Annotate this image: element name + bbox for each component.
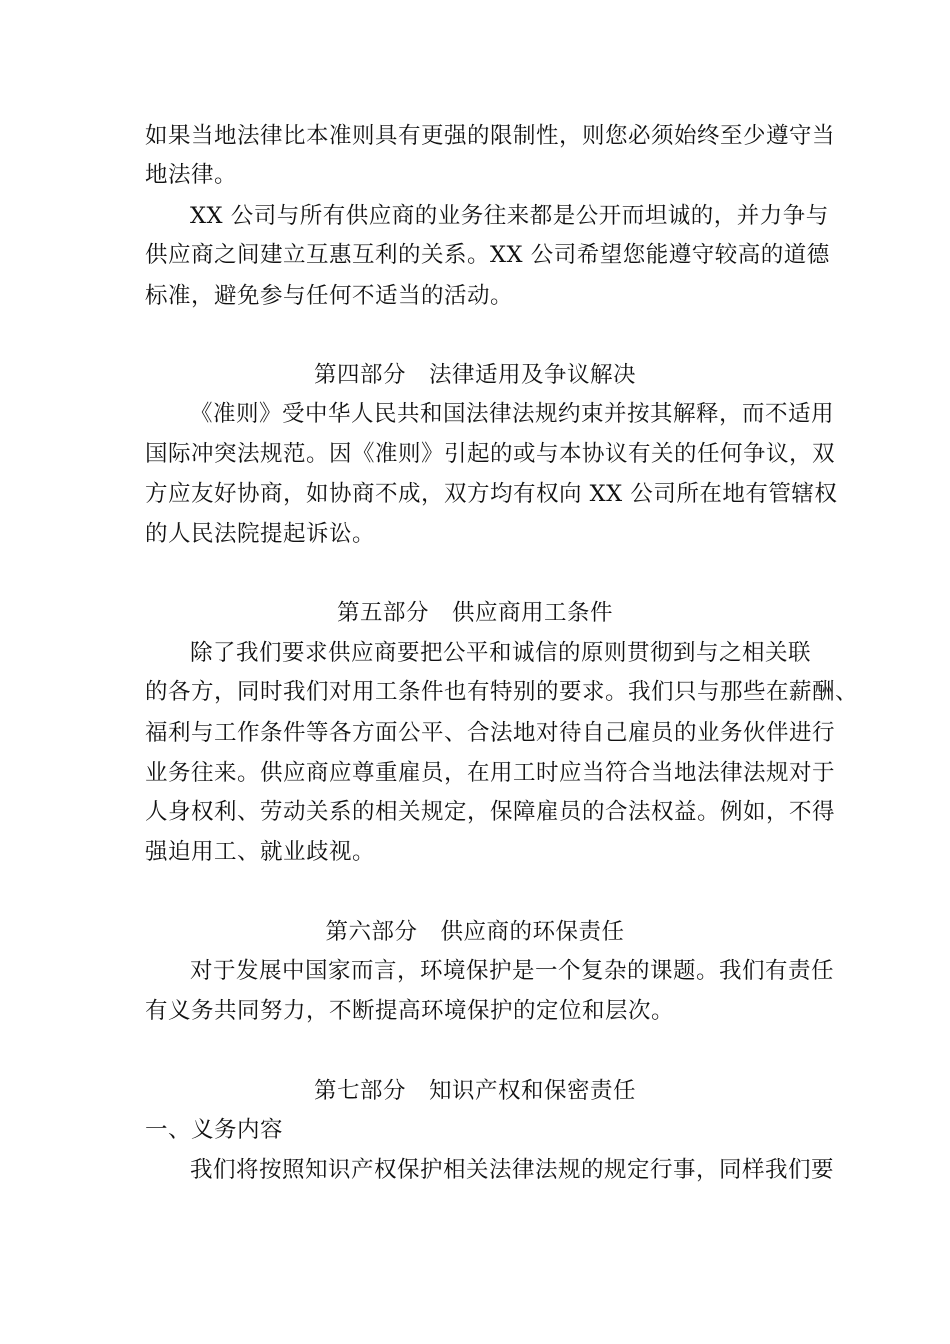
part7-subheading: 一、义务内容 [145,1117,284,1143]
part5-line-1: 除了我们要求供应商要把公平和诚信的原则贯彻到与之相关联 [190,640,812,666]
supplier-paragraph-line-3: 标准，避免参与任何不适当的活动。 [145,283,514,309]
part6-line-2: 有义务共同努力，不断提高环境保护的定位和层次。 [145,998,675,1024]
part4-line-2: 国际冲突法规范。因《准则》引起的或与本协议有关的任何争议，双 [145,441,836,467]
part6-line-1: 对于发展中国家而言，环境保护是一个复杂的课题。我们有责任 [190,958,835,984]
part5-line-3: 福利与工作条件等各方面公平、合法地对待自己雇员的业务伙伴进行 [145,720,836,746]
supplier-paragraph-line-2: 供应商之间建立互惠互利的关系。XX 公司希望您能遵守较高的道德 [145,242,830,268]
part5-line-5: 人身权利、劳动关系的相关规定，保障雇员的合法权益。例如，不得 [145,799,836,825]
part7-heading: 第七部分 知识产权和保密责任 [313,1078,636,1104]
part5-line-6: 强迫用工、就业歧视。 [145,839,376,865]
part4-heading: 第四部分 法律适用及争议解决 [313,362,636,388]
part4-line-4: 的人民法院提起诉讼。 [145,521,376,547]
part4-line-1: 《准则》受中华人民共和国法律法规约束并按其解释，而不适用 [190,401,835,427]
supplier-paragraph-line-1: XX 公司与所有供应商的业务往来都是公开而坦诚的，并力争与 [190,203,829,229]
intro-line-1: 如果当地法律比本准则具有更强的限制性，则您必须始终至少遵守当 [145,123,836,149]
intro-line-2: 地法律。 [145,162,238,188]
part4-line-3: 方应友好协商，如协商不成，双方均有权向 XX 公司所在地有管辖权 [145,481,838,507]
part5-line-2: 的各方，同时我们对用工条件也有特别的要求。我们只与那些在薪酬、 [145,679,859,705]
part6-heading: 第六部分 供应商的环保责任 [325,919,625,945]
part5-heading: 第五部分 供应商用工条件 [336,600,613,626]
part5-line-4: 业务往来。供应商应尊重雇员，在用工时应当符合当地法律法规对于 [145,760,836,786]
part7-line-1: 我们将按照知识产权保护相关法律法规的规定行事，同样我们要 [190,1157,835,1183]
